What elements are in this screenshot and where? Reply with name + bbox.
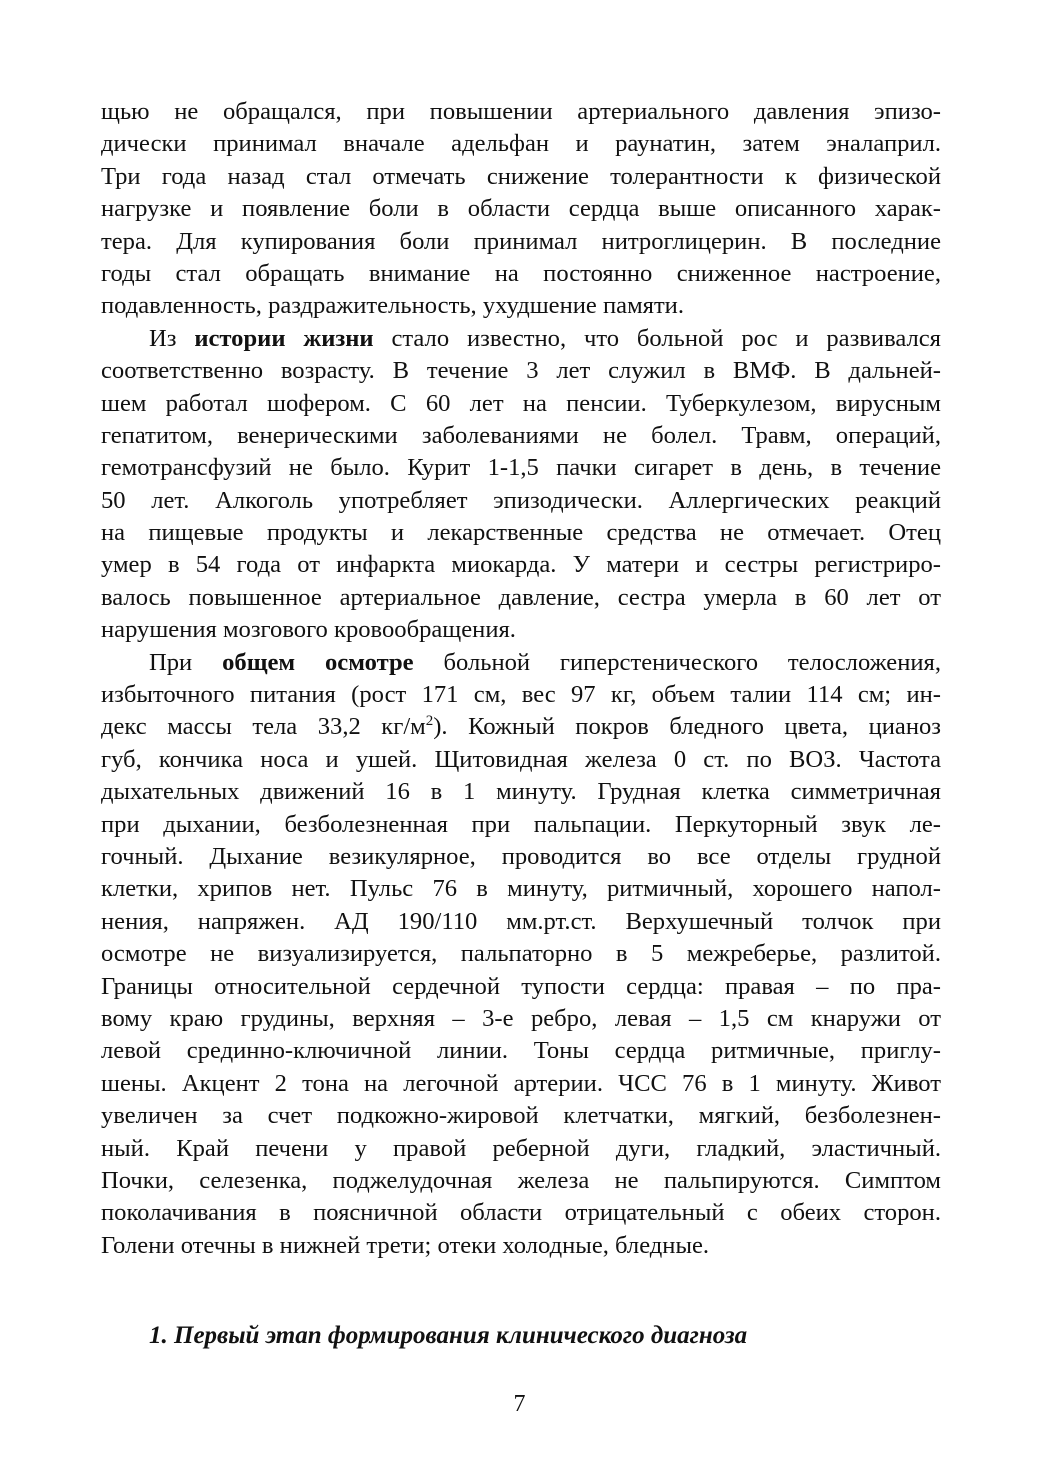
text-fragment: При <box>149 648 223 676</box>
text-line: клетки, хрипов нет. Пульс 76 в минуту, ритмичный, хорошего напол- <box>101 875 941 903</box>
text-line: гепатитом, венерическими заболеваниями не болел. Травм, операций, <box>101 421 941 449</box>
superscript: 2 <box>425 713 434 730</box>
text-line: дыхательных движений 16 в 1 минуту. Грудная клетка симметричная <box>101 778 941 806</box>
text-line: Почки, селезенка, поджелудочная железа не пальпируются. Симптом <box>101 1166 941 1194</box>
text-fragment: больной гиперстенического телосложения, <box>413 648 942 676</box>
text-line: Границы относительной сердечной тупости сердца: правая – по пра- <box>101 972 941 1000</box>
text-fragment: стало известно, что больной рос и развивался <box>373 324 941 352</box>
document-body <box>101 96 941 1262</box>
text-line: подавленность, раздражительность, ухудшение памяти. <box>101 292 684 320</box>
text-line: гочный. Дыхание везикулярное, проводится во все отделы грудной <box>101 842 941 870</box>
text-fragment: Из <box>149 324 195 352</box>
text-line: Голени отечны в нижней трети; отеки холодные, бледные. <box>101 1231 710 1259</box>
text-line: нения, напряжен. АД 190/110 мм.рт.ст. Верхушечный толчок при <box>101 907 941 935</box>
bold-term: общем осмотре <box>222 648 414 676</box>
text-line: дически принимал вначале адельфан и раунатин, затем эналаприл. <box>101 130 941 158</box>
text-line: избыточного питания (рост 171 см, вес 97 кг, объем талии 114 см; ин- <box>101 681 941 709</box>
text-line: на пищевые продукты и лекарственные средства не отмечает. Отец <box>101 519 941 547</box>
text-line: нагрузке и появление боли в области сердца выше описанного харак- <box>101 195 941 223</box>
text-line: щью не обращался, при повышении артериального давления эпизо- <box>101 98 941 125</box>
bold-term: истории жизни <box>194 324 374 352</box>
text-line: осмотре не визуализируется, пальпаторно в 5 межреберье, разлитой. <box>101 940 941 968</box>
page-number: 7 <box>513 1391 526 1417</box>
text-line: поколачивания в поясничной области отрицательный с обеих сторон. <box>101 1199 941 1227</box>
text-line <box>101 323 941 355</box>
text-line: шем работал шофером. С 60 лет на пенсии. Туберкулезом, вирусным <box>101 389 941 417</box>
text-line: тера. Для купирования боли принимал нитроглицерин. В последние <box>101 227 941 255</box>
text-line: нарушения мозгового кровообращения. <box>101 616 516 644</box>
text-line: годы стал обращать внимание на постоянно сниженное настроение, <box>101 259 941 287</box>
text-line: умер в 54 года от инфаркта миокарда. У матери и сестры регистриро- <box>101 551 941 579</box>
text-line: ный. Край печени у правой реберной дуги, гладкий, эластичный. <box>101 1134 941 1162</box>
text-line: шены. Акцент 2 тона на легочной артерии. ЧСС 76 в 1 минуту. Живот <box>101 1069 941 1097</box>
paragraph-2 <box>101 323 941 647</box>
text-line: гемотрансфузий не было. Курит 1-1,5 пачки сигарет в день, в течение <box>101 454 941 482</box>
text-line: валось повышенное артериальное давление, сестра умерла в 60 лет от <box>101 583 941 611</box>
text-line: губ, кончика носа и ушей. Щитовидная железа 0 ст. по ВОЗ. Частота <box>101 745 941 773</box>
text-line: увеличен за счет подкожно-жировой клетчатки, мягкий, безболезнен- <box>101 1102 941 1130</box>
text-line: соответственно возрасту. В течение 3 лет служил в ВМФ. В дальней- <box>101 357 941 385</box>
text-line: левой срединно-ключичной линии. Тоны сердца ритмичные, приглу- <box>101 1037 941 1065</box>
text-line: 50 лет. Алкоголь употребляет эпизодически. Аллергических реакций <box>101 486 941 514</box>
paragraph-3 <box>101 647 941 1262</box>
text-fragment: декс массы тела 33,2 кг/м <box>101 713 426 741</box>
section-heading: 1. Первый этап формирования клинического диагноза <box>149 1322 748 1349</box>
text-line: вому краю грудины, верхняя – 3-е ребро, левая – 1,5 см кнаружи от <box>101 1004 941 1032</box>
text-line <box>101 711 941 743</box>
text-line <box>101 647 941 679</box>
text-line: при дыхании, безболезненная при пальпации. Перкуторный звук ле- <box>101 810 941 838</box>
paragraph-1 <box>101 96 941 323</box>
text-line: Три года назад стал отмечать снижение толерантности к физической <box>101 162 941 190</box>
text-fragment: ). Кожный покров бледного цвета, цианоз <box>433 713 941 741</box>
